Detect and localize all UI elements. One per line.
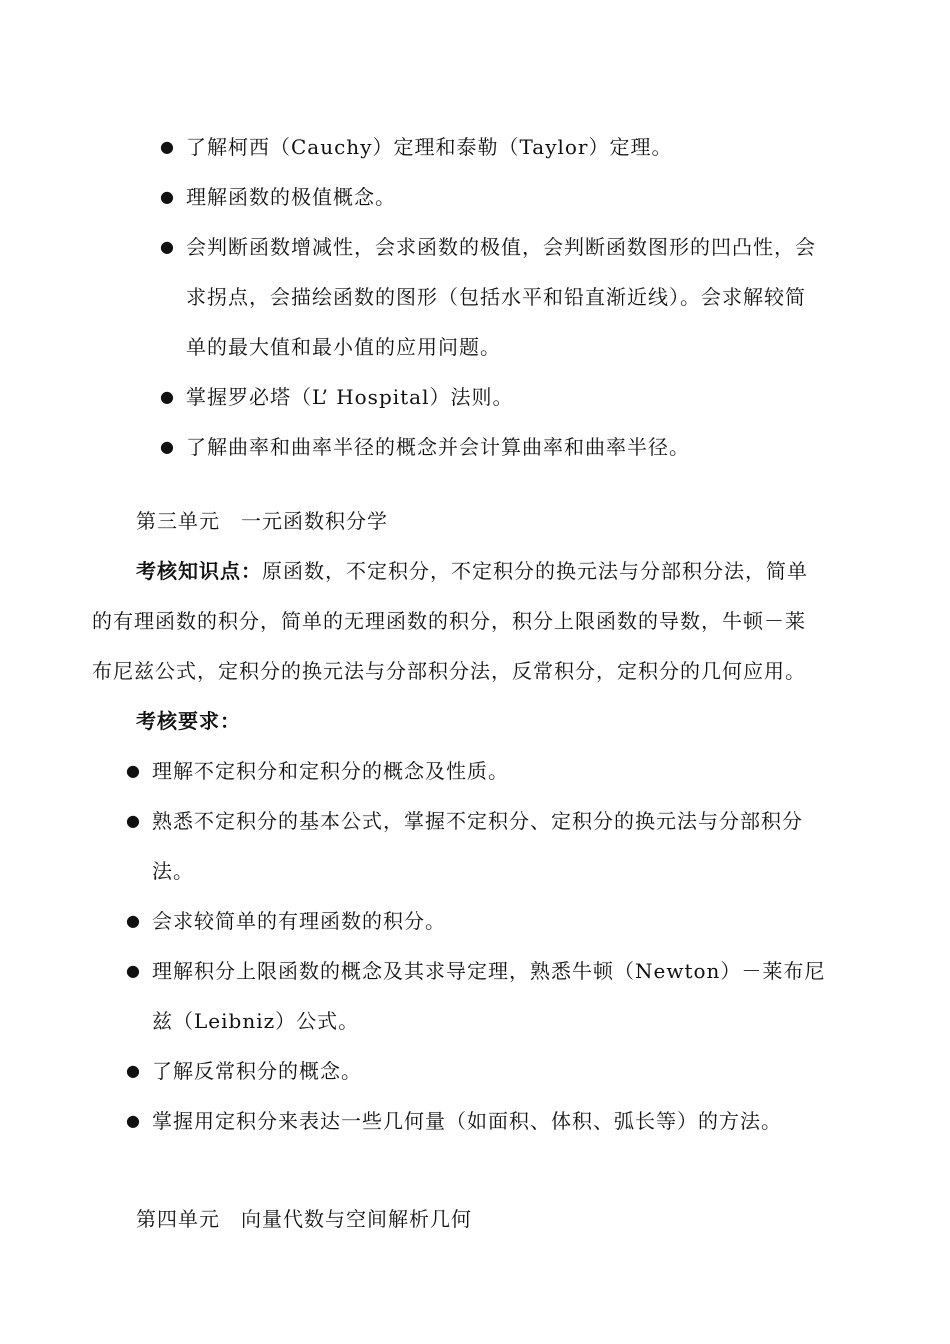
knowledge-points-continuation: 的有理函数的积分，简单的无理函数的积分，积分上限函数的导数，牛顿－莱 bbox=[92, 609, 806, 633]
bullet-icon: ● bbox=[126, 911, 140, 930]
list-item: 理解函数的极值概念。 bbox=[186, 185, 396, 209]
bullet-icon: ● bbox=[126, 1061, 140, 1080]
bullet-icon: ● bbox=[160, 187, 174, 206]
list-item: 了解柯西（Cauchy）定理和泰勒（Taylor）定理。 bbox=[186, 135, 673, 159]
knowledge-points-line bbox=[136, 556, 808, 586]
knowledge-points-continuation: 布尼兹公式，定积分的换元法与分部积分法，反常积分，定积分的几何应用。 bbox=[92, 659, 806, 683]
list-item: 掌握用定积分来表达一些几何量（如面积、体积、弧长等）的方法。 bbox=[152, 1109, 782, 1133]
list-item: 理解积分上限函数的概念及其求导定理，熟悉牛顿（Newton）－莱布尼 bbox=[152, 959, 826, 983]
unit-4-title: 第四单元 向量代数与空间解析几何 bbox=[136, 1207, 472, 1231]
list-item: 会判断函数增减性，会求函数的极值，会判断函数图形的凹凸性，会 bbox=[186, 235, 816, 259]
list-item: 理解不定积分和定积分的概念及性质。 bbox=[152, 759, 509, 783]
bullet-icon: ● bbox=[160, 237, 174, 256]
list-item: 掌握罗必塔（L’ Hospital）法则。 bbox=[186, 385, 514, 409]
bullet-icon: ● bbox=[160, 437, 174, 456]
list-item-continuation: 法。 bbox=[152, 859, 194, 883]
list-item-continuation: 兹（Leibniz）公式。 bbox=[152, 1009, 360, 1033]
bullet-icon: ● bbox=[126, 961, 140, 980]
list-item: 了解反常积分的概念。 bbox=[152, 1059, 362, 1083]
list-item: 了解曲率和曲率半径的概念并会计算曲率和曲率半径。 bbox=[186, 435, 690, 459]
list-item-continuation: 求拐点，会描绘函数的图形（包括水平和铅直渐近线）。会求解较简 bbox=[186, 285, 806, 309]
bullet-icon: ● bbox=[126, 761, 140, 780]
bullet-icon: ● bbox=[126, 1111, 140, 1130]
requirements-label: 考核要求： bbox=[136, 709, 241, 733]
bullet-icon: ● bbox=[160, 137, 174, 156]
list-item: 熟悉不定积分的基本公式，掌握不定积分、定积分的换元法与分部积分 bbox=[152, 809, 803, 833]
knowledge-points-text: 原函数，不定积分，不定积分的换元法与分部积分法，简单 bbox=[262, 559, 808, 583]
unit-3-title: 第三单元 一元函数积分学 bbox=[136, 509, 388, 533]
list-item-continuation: 单的最大值和最小值的应用问题。 bbox=[186, 335, 501, 359]
list-item: 会求较简单的有理函数的积分。 bbox=[152, 909, 446, 933]
bullet-icon: ● bbox=[160, 387, 174, 406]
knowledge-points-label: 考核知识点： bbox=[136, 559, 262, 583]
bullet-icon: ● bbox=[126, 811, 140, 830]
